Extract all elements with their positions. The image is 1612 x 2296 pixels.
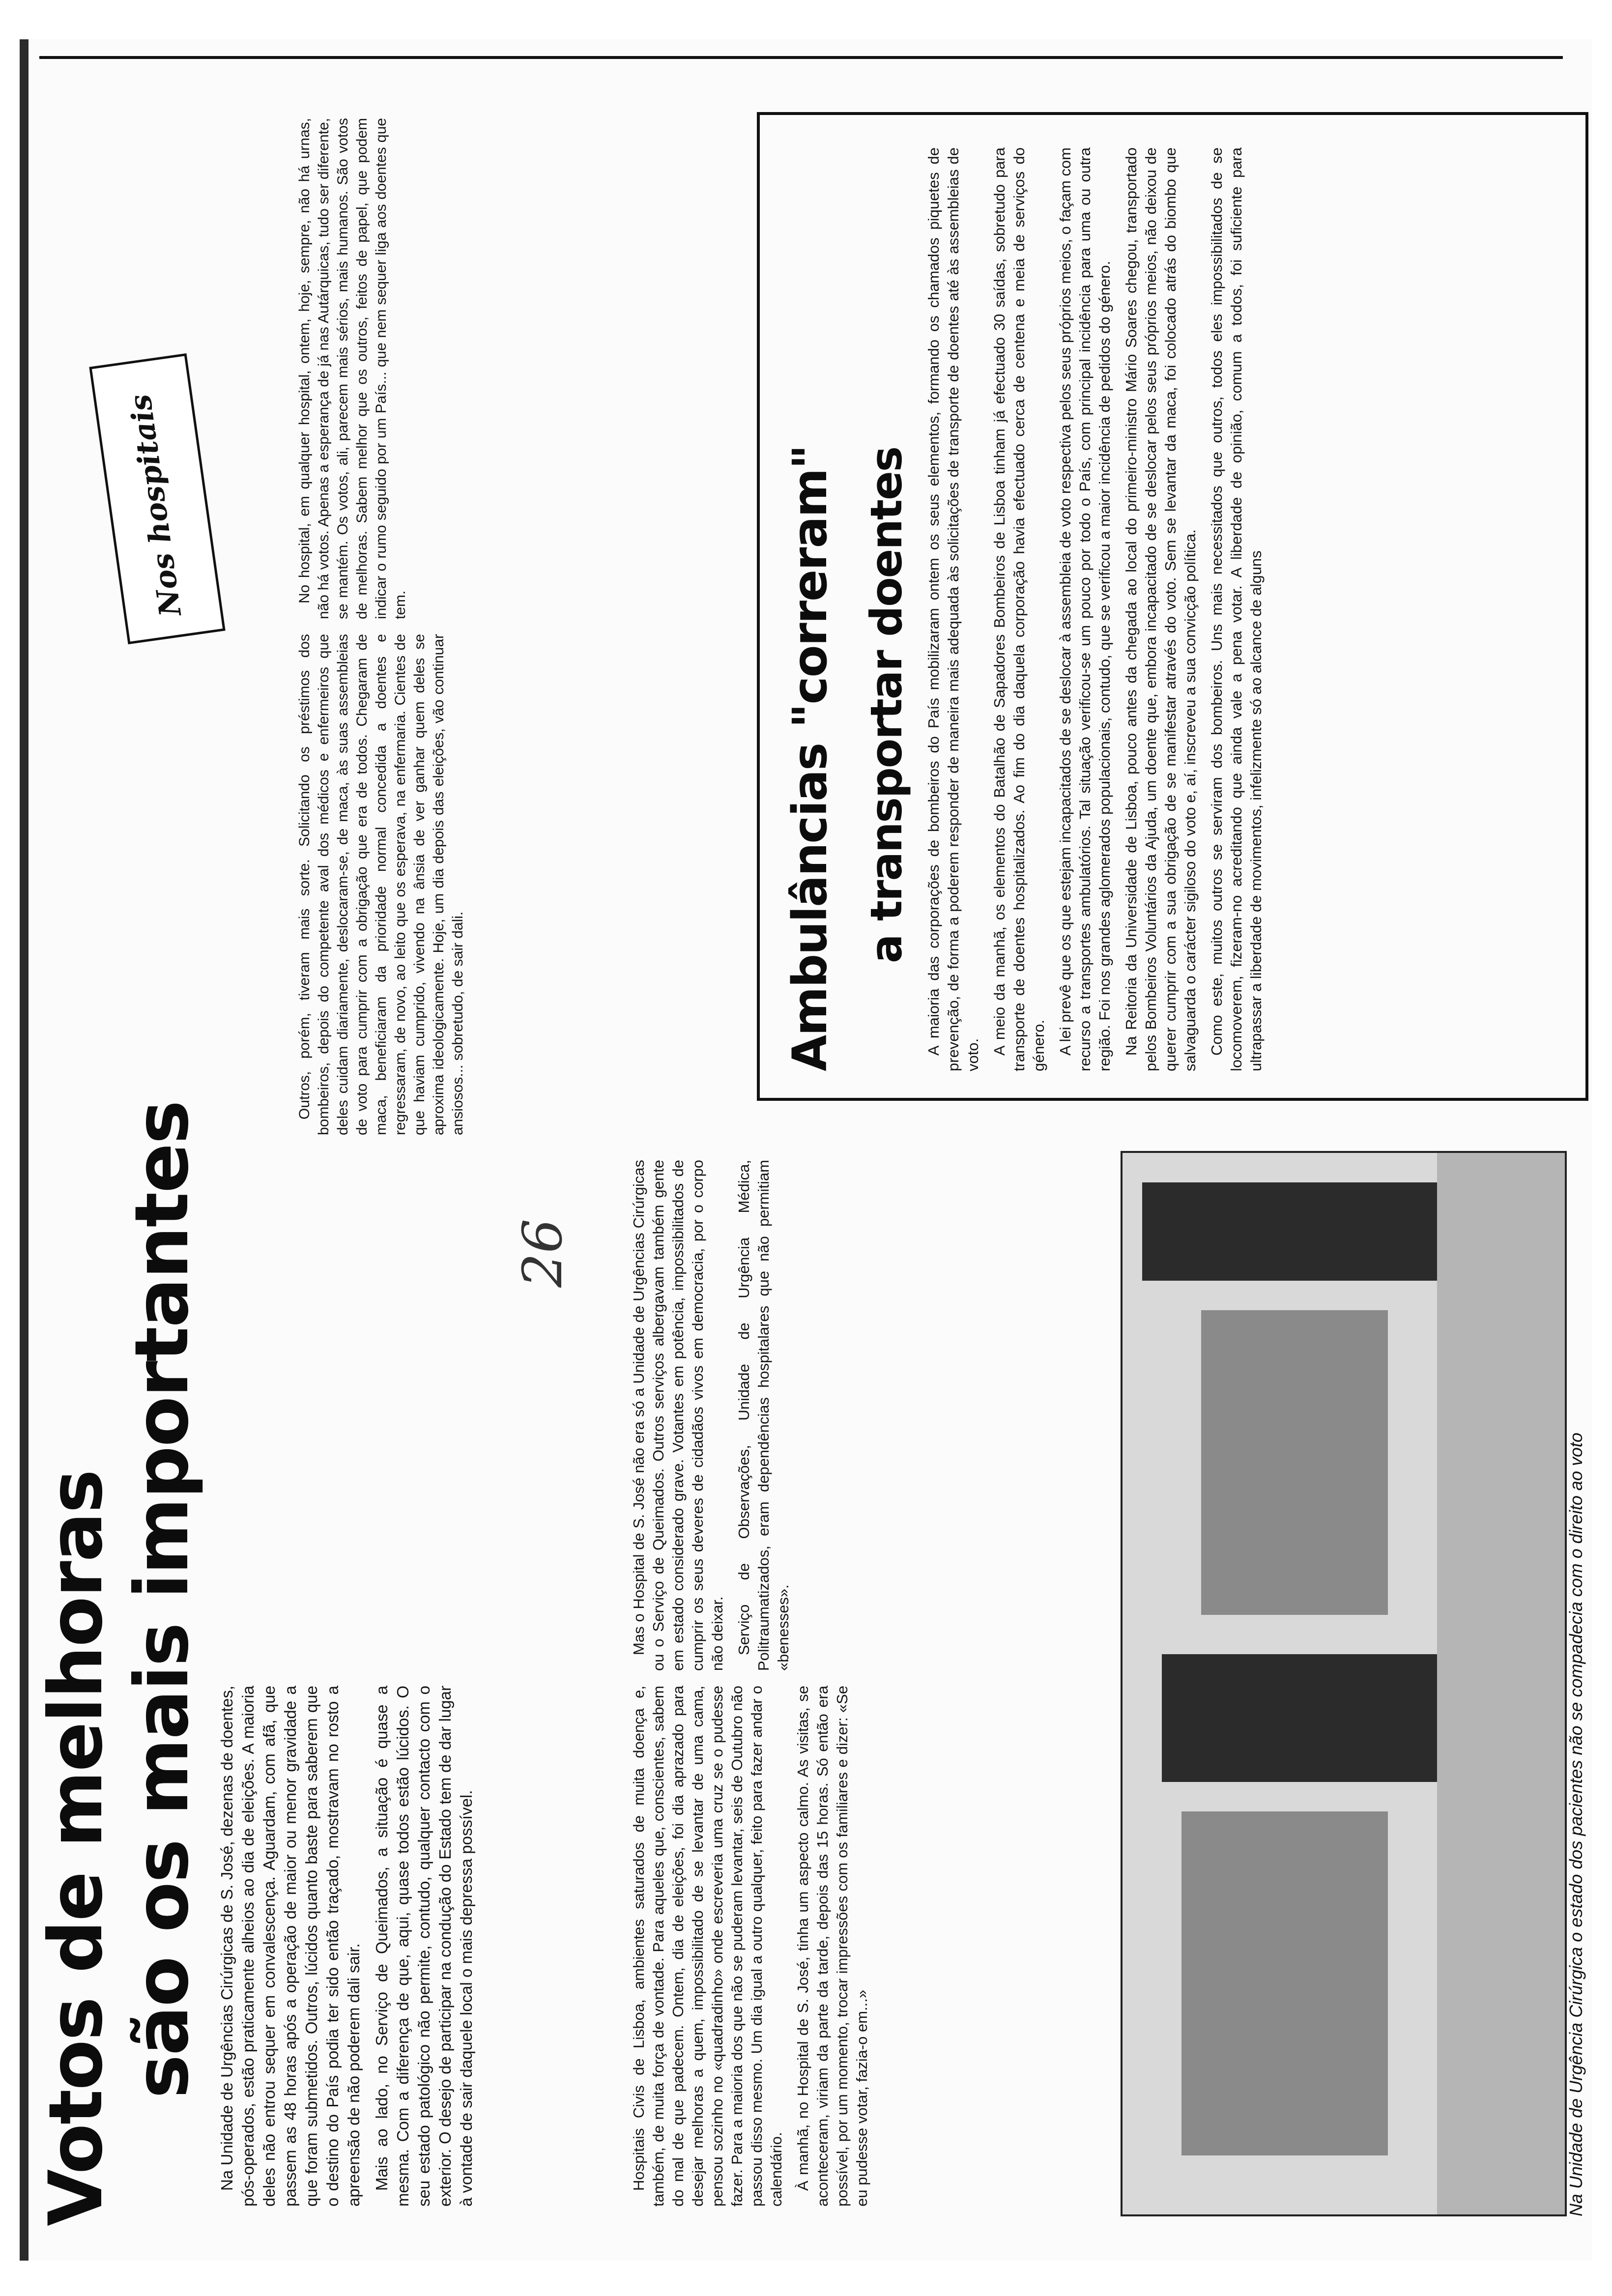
main-paragraph: À manhã, no Hospital de S. José, tinha um aspecto calmo. As visitas, se aconteceram, viriam da parte da tarde, depois das 15 horas. Só então era possível, por um momento, trocar impressões com os familiares e dizer: «Se eu pudesse votar, fazia-o em...» — [794, 1686, 870, 2207]
hospital-photo — [1121, 1151, 1567, 2216]
main-paragraph: Hospitais Civis de Lisboa, ambientes saturados de muita doença e, também, de muita força de vontade. Para aqueles que, conscientes, sabem do mal de que padecem. Ontem, dia de eleições, foi dia aprazado para desejar melhoras a quem, impossibilitado de se levantar de uma cama, pensou sozinho no «quadradinho» onde escreveria uma cruz se o pudesse fazer. Para a maioria dos que não se puderam levantar, seis de Outubro não passou disso mesmo. Um dia igual a outro qualquer, feito para fazer andar o calendário. — [630, 1686, 785, 2207]
section-tag-label: Nos hospitais — [123, 392, 189, 619]
box-paragraph: A lei prevê que os que estejam incapacitados de se deslocar à assembleia de voto respectiva pelos seus próprios meios, o façam com recurso a transportes ambulatórios. Tal situação verificou-se um pouco por todo o País, com principal incidência para uma ou outra região. Foi nos grandes aglomerados populacionais, contudo, que se verificou a maior incidência de pedidos do género. — [1057, 147, 1113, 1071]
box-paragraph: A maioria das corporações de bombeiros do País mobilizaram ontem os seus elementos, formando os chamados piquetes de prevenção, de forma a poderem responder de maneira mais adequada às solicitações de transporte de doentes até às assembleias de voto. — [925, 147, 981, 1071]
main-paragraph: Mas o Hospital de S. José não era só a Unidade de Urgências Cirúrgicas ou o Serviço de Queimados. Outros serviços albergavam também gente em estado considerado grave. Votantes em potência, impossibilitados de cumprir os seus deveres de cidadãos vivos em democracia, por o corpo não deixar. — [630, 1160, 726, 1671]
main-article-column-3 — [629, 1160, 1111, 1671]
main-paragraph: Outros, porém, tiveram mais sorte. Solicitando os préstimos dos bombeiros, depois do competente aval dos médicos e enfermeiros que deles cuidam diariamente, deslocaram-se, de maca, às suas assembleias de voto para cumprir com a obrigação que era de todos. Chegaram de maca, beneficiaram da prioridade normal concedida a doentes e regressaram, de novo, ao leito que os esperava, na enfermaria. Cientes de que haviam cumprido, vivendo na ânsia de ver ganhar quem deles se aproxima ideologicamente. Hoje, um dia depois das eleições, vão continuar ansiosos... sobretudo, de sair dali. — [296, 634, 466, 1135]
box-paragraph: A meio da manhã, os elementos do Batalhão de Sapadores Bombeiros de Lisboa tinham já efectuado 30 saídas, sobretudo para transporte de doentes hospitalizados. Ao fim do dia daquela corporação havia efectuado cerca de centena e meia de serviços do género. — [991, 147, 1047, 1071]
box-headline-line1: Ambulâncias "correram" — [782, 445, 837, 1071]
main-article-column-4 — [295, 634, 737, 1135]
box-headline-line2: a transportar doentes — [861, 447, 912, 963]
photo-floor-shape — [1437, 1153, 1565, 2214]
handwritten-note: 26 — [511, 1219, 574, 1288]
top-rule — [20, 39, 29, 2261]
right-edge-rule — [39, 56, 1563, 59]
photo-caption: Na Unidade de Urgência Cirúrgica o estado dos pacientes não se compadecia com o direito ao voto — [1566, 1433, 1586, 2216]
newspaper-page — [20, 39, 1592, 2261]
main-article-column-5 — [295, 118, 737, 619]
main-paragraph: Serviço de Observações, Unidade de Urgência Médica, Politraumatizados, eram dependências hospitalares que não permitiam «benesses». — [735, 1160, 792, 1671]
main-headline-line1: Votos de melhoras — [33, 1470, 119, 2226]
box-paragraph: Como este, muitos outros se serviram dos bombeiros. Uns mais necessitados que outros, todos eles impossibilitados de se locomoverem, fizeram-no acreditando que ainda vale a pena votar. A liberdade de opinião, comum a todos, foi suficiente para ultrapassar a liberdade de movimentos, infelizmente só ao alcance de alguns — [1208, 147, 1265, 1071]
main-headline-line2: são os mais importantes — [119, 1101, 205, 2098]
box-article-body — [924, 147, 1568, 1071]
main-article-column-2 — [629, 1686, 1111, 2207]
box-paragraph: Na Reitoria da Universidade de Lisboa, pouco antes da chegada ao local do primeiro-ministro Mário Soares chegou, transportado pelos Bombeiros Voluntários da Ajuda, um doente que, embora incapacitado de se deslocar pelos seus próprios meios, não deixou de querer cumprir com a sua obrigação de se manifestar através do voto. Sem se levantar da maca, foi colocado atrás do biombo que salvaguarda o carácter sigiloso do voto e, aí, inscreveu a sua convicção política. — [1123, 147, 1199, 1071]
section-tag — [89, 353, 225, 644]
photo-dark-area — [1162, 1654, 1457, 1782]
photo-bed-shape — [1201, 1310, 1388, 1615]
photo-bed-shape — [1181, 1811, 1388, 2155]
main-paragraph: Mais ao lado, no Serviço de Queimados, a situação é quase a mesma. Com a diferença de que, aqui, quase todos estão lúcidos. O seu estado patológico não permite, contudo, qualquer contacto com o exterior. O desejo de participar na condução do Estado tem de dar lugar à vontade de sair daquele local o mais depressa possível. — [373, 1686, 475, 2207]
main-paragraph: No hospital, em qualquer hospital, ontem, hoje, sempre, não há urnas, não há votos. Apenas a esperança de já nas Autárquicas, tudo ser diferente, se mantém. Os votos, ali, parecem mais sérios, mais humanos. São votos de melhoras. Sabem melhor que os outros, feitos de papel, que podem indicar o rumo seguido por um País... que nem sequer liga aos doentes que tem. — [296, 118, 408, 619]
main-article-column-1 — [216, 1686, 619, 2207]
main-paragraph: Na Unidade de Urgências Cirúrgicas de S. José, dezenas de doentes, pós-operados, estão praticamente alheios ao dia de eleições. A maioria deles não entrou sequer em convalescença. Aguardam, com afã, que passem as 48 horas após a operação de maior ou menor gravidade a que foram submetidos. Outros, lúcidos quanto baste para saberem que o destino do País podia ter sido então traçado, mostravam no rosto a apreensão de não poderem dali sair. — [218, 1686, 363, 2207]
